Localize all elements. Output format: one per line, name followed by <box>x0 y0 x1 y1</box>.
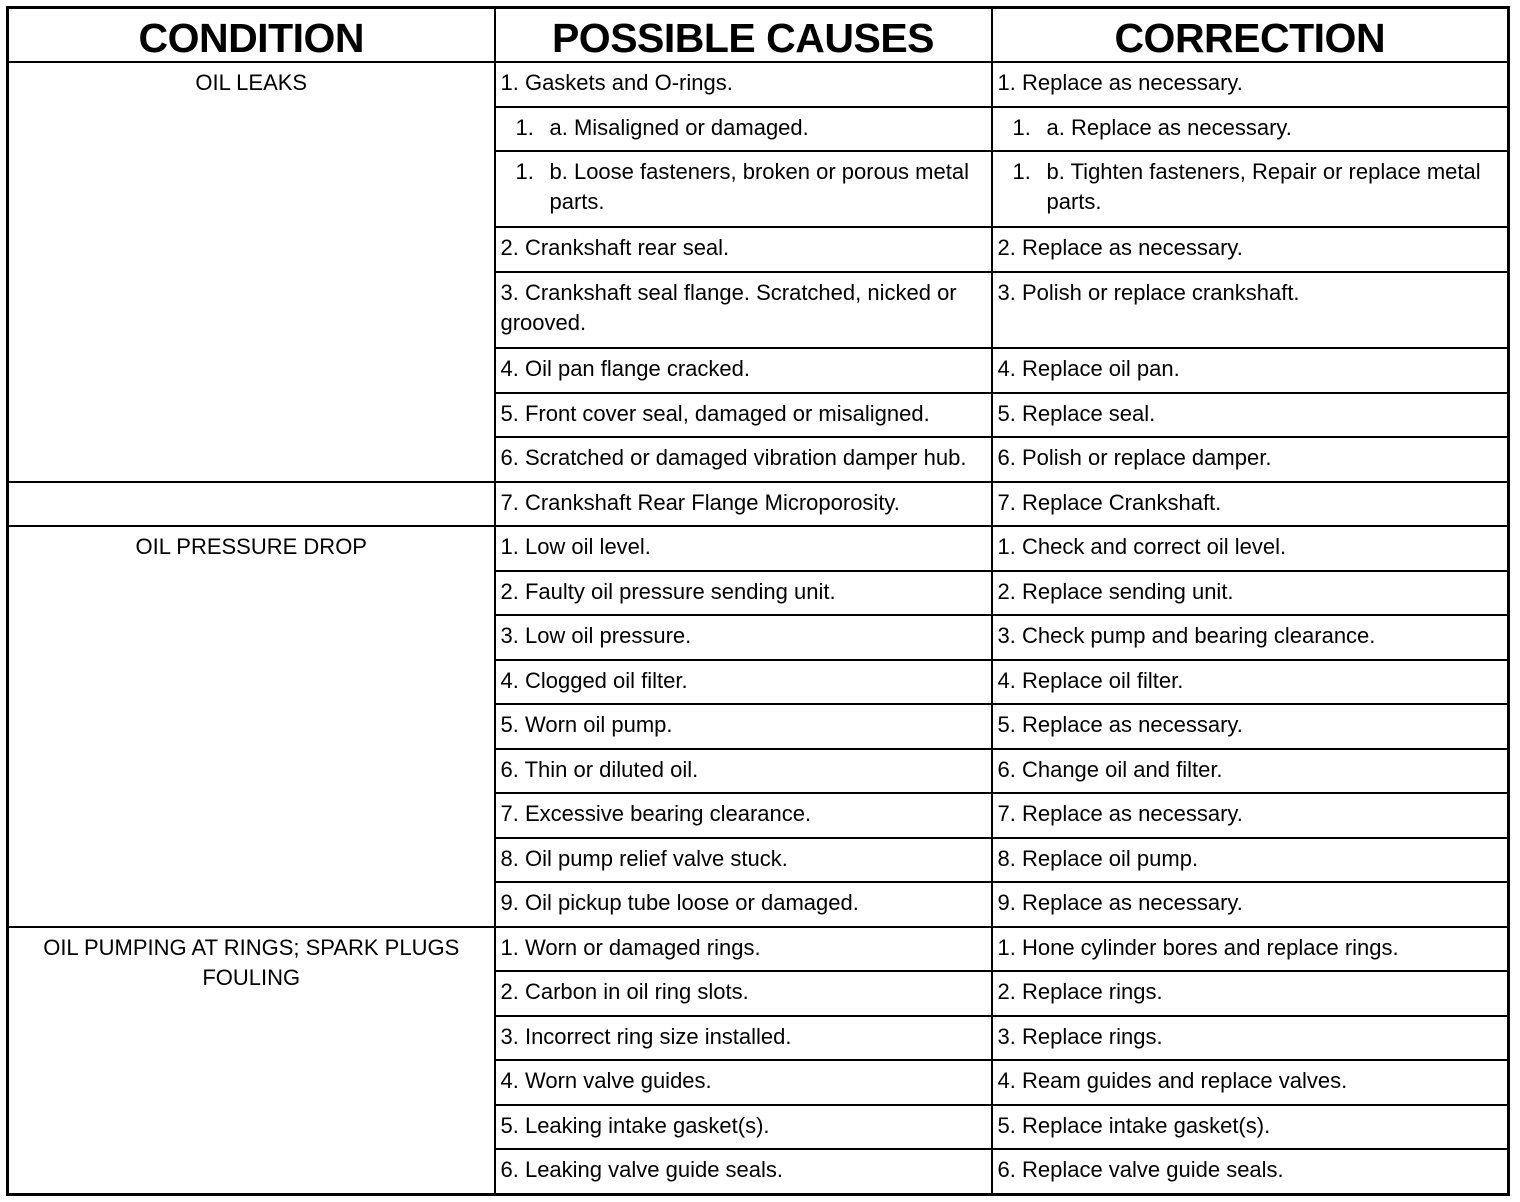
cause-cell: 3. Low oil pressure. <box>495 615 992 660</box>
cause-cell: 8. Oil pump relief valve stuck. <box>495 838 992 883</box>
table-row <box>8 927 1509 972</box>
cause-cell: 1. Low oil level. <box>495 526 992 571</box>
correction-cell: 3. Replace rings. <box>992 1016 1509 1061</box>
cause-cell <box>495 151 992 227</box>
condition-cell: OIL PUMPING AT RINGS; SPARK PLUGS FOULING <box>8 927 495 1195</box>
cause-cell: 7. Crankshaft Rear Flange Microporosity. <box>495 482 992 527</box>
diagnosis-table <box>6 6 1510 1196</box>
table-row <box>8 526 1509 571</box>
cause-cell: 2. Crankshaft rear seal. <box>495 227 992 272</box>
sub-item <box>1013 157 1504 217</box>
correction-cell: 6. Polish or replace damper. <box>992 437 1509 482</box>
correction-cell: 2. Replace rings. <box>992 971 1509 1016</box>
correction-cell: 6. Change oil and filter. <box>992 749 1509 794</box>
correction-cell: 3. Check pump and bearing clearance. <box>992 615 1509 660</box>
correction-cell: 6. Replace valve guide seals. <box>992 1149 1509 1194</box>
sub-item-text: b. Loose fasteners, broken or porous metal parts. <box>549 159 969 215</box>
correction-cell: 5. Replace seal. <box>992 393 1509 438</box>
correction-cell: 2. Replace sending unit. <box>992 571 1509 616</box>
cause-cell: 6. Thin or diluted oil. <box>495 749 992 794</box>
header-row <box>8 8 1509 63</box>
sub-item-number: 1. <box>515 114 534 140</box>
sub-item-text: a. Misaligned or damaged. <box>549 114 809 140</box>
sub-item-text: a. Replace as necessary. <box>1046 114 1292 140</box>
cause-cell: 6. Leaking valve guide seals. <box>495 1149 992 1194</box>
cause-cell: 2. Carbon in oil ring slots. <box>495 971 992 1016</box>
table-body <box>8 62 1509 1195</box>
cause-cell: 4. Worn valve guides. <box>495 1060 992 1105</box>
correction-cell: 7. Replace Crankshaft. <box>992 482 1509 527</box>
condition-cell <box>8 482 495 527</box>
cause-cell: 6. Scratched or damaged vibration damper hub. <box>495 437 992 482</box>
sub-item-number: 1. <box>1012 114 1031 140</box>
correction-cell: 1. Hone cylinder bores and replace rings. <box>992 927 1509 972</box>
condition-cell: OIL PRESSURE DROP <box>8 526 495 927</box>
correction-cell: 4. Replace oil filter. <box>992 660 1509 705</box>
sub-item <box>1013 113 1504 143</box>
table-row <box>8 62 1509 107</box>
correction-cell <box>992 107 1509 152</box>
correction-cell: 5. Replace intake gasket(s). <box>992 1105 1509 1150</box>
cause-cell: 3. Crankshaft seal flange. Scratched, nicked or grooved. <box>495 272 992 348</box>
header-condition: CONDITION <box>8 8 495 63</box>
cause-cell: 7. Excessive bearing clearance. <box>495 793 992 838</box>
header-possible-causes: POSSIBLE CAUSES <box>495 8 992 63</box>
correction-cell: 8. Replace oil pump. <box>992 838 1509 883</box>
cause-cell: 3. Incorrect ring size installed. <box>495 1016 992 1061</box>
sub-item-number: 1. <box>515 159 534 185</box>
correction-cell: 1. Check and correct oil level. <box>992 526 1509 571</box>
sub-item-text: b. Tighten fasteners, Repair or replace metal parts. <box>1046 159 1481 215</box>
cause-cell: 5. Worn oil pump. <box>495 704 992 749</box>
cause-cell: 9. Oil pickup tube loose or damaged. <box>495 882 992 927</box>
sub-item <box>516 157 987 217</box>
cause-cell: 4. Clogged oil filter. <box>495 660 992 705</box>
correction-cell: 7. Replace as necessary. <box>992 793 1509 838</box>
correction-cell: 5. Replace as necessary. <box>992 704 1509 749</box>
cause-cell: 2. Faulty oil pressure sending unit. <box>495 571 992 616</box>
cause-cell: 5. Leaking intake gasket(s). <box>495 1105 992 1150</box>
cause-cell: 1. Worn or damaged rings. <box>495 927 992 972</box>
cause-cell: 4. Oil pan flange cracked. <box>495 348 992 393</box>
sub-item-number: 1. <box>1012 159 1031 185</box>
correction-cell: 9. Replace as necessary. <box>992 882 1509 927</box>
correction-cell: 4. Replace oil pan. <box>992 348 1509 393</box>
cause-cell: 5. Front cover seal, damaged or misaligned. <box>495 393 992 438</box>
correction-cell: 2. Replace as necessary. <box>992 227 1509 272</box>
cause-cell <box>495 107 992 152</box>
cause-cell: 1. Gaskets and O-rings. <box>495 62 992 107</box>
correction-cell: 1. Replace as necessary. <box>992 62 1509 107</box>
header-correction: CORRECTION <box>992 8 1509 63</box>
correction-cell: 4. Ream guides and replace valves. <box>992 1060 1509 1105</box>
sub-item <box>516 113 987 143</box>
correction-cell: 3. Polish or replace crankshaft. <box>992 272 1509 348</box>
table-row <box>8 482 1509 527</box>
condition-cell: OIL LEAKS <box>8 62 495 482</box>
correction-cell <box>992 151 1509 227</box>
